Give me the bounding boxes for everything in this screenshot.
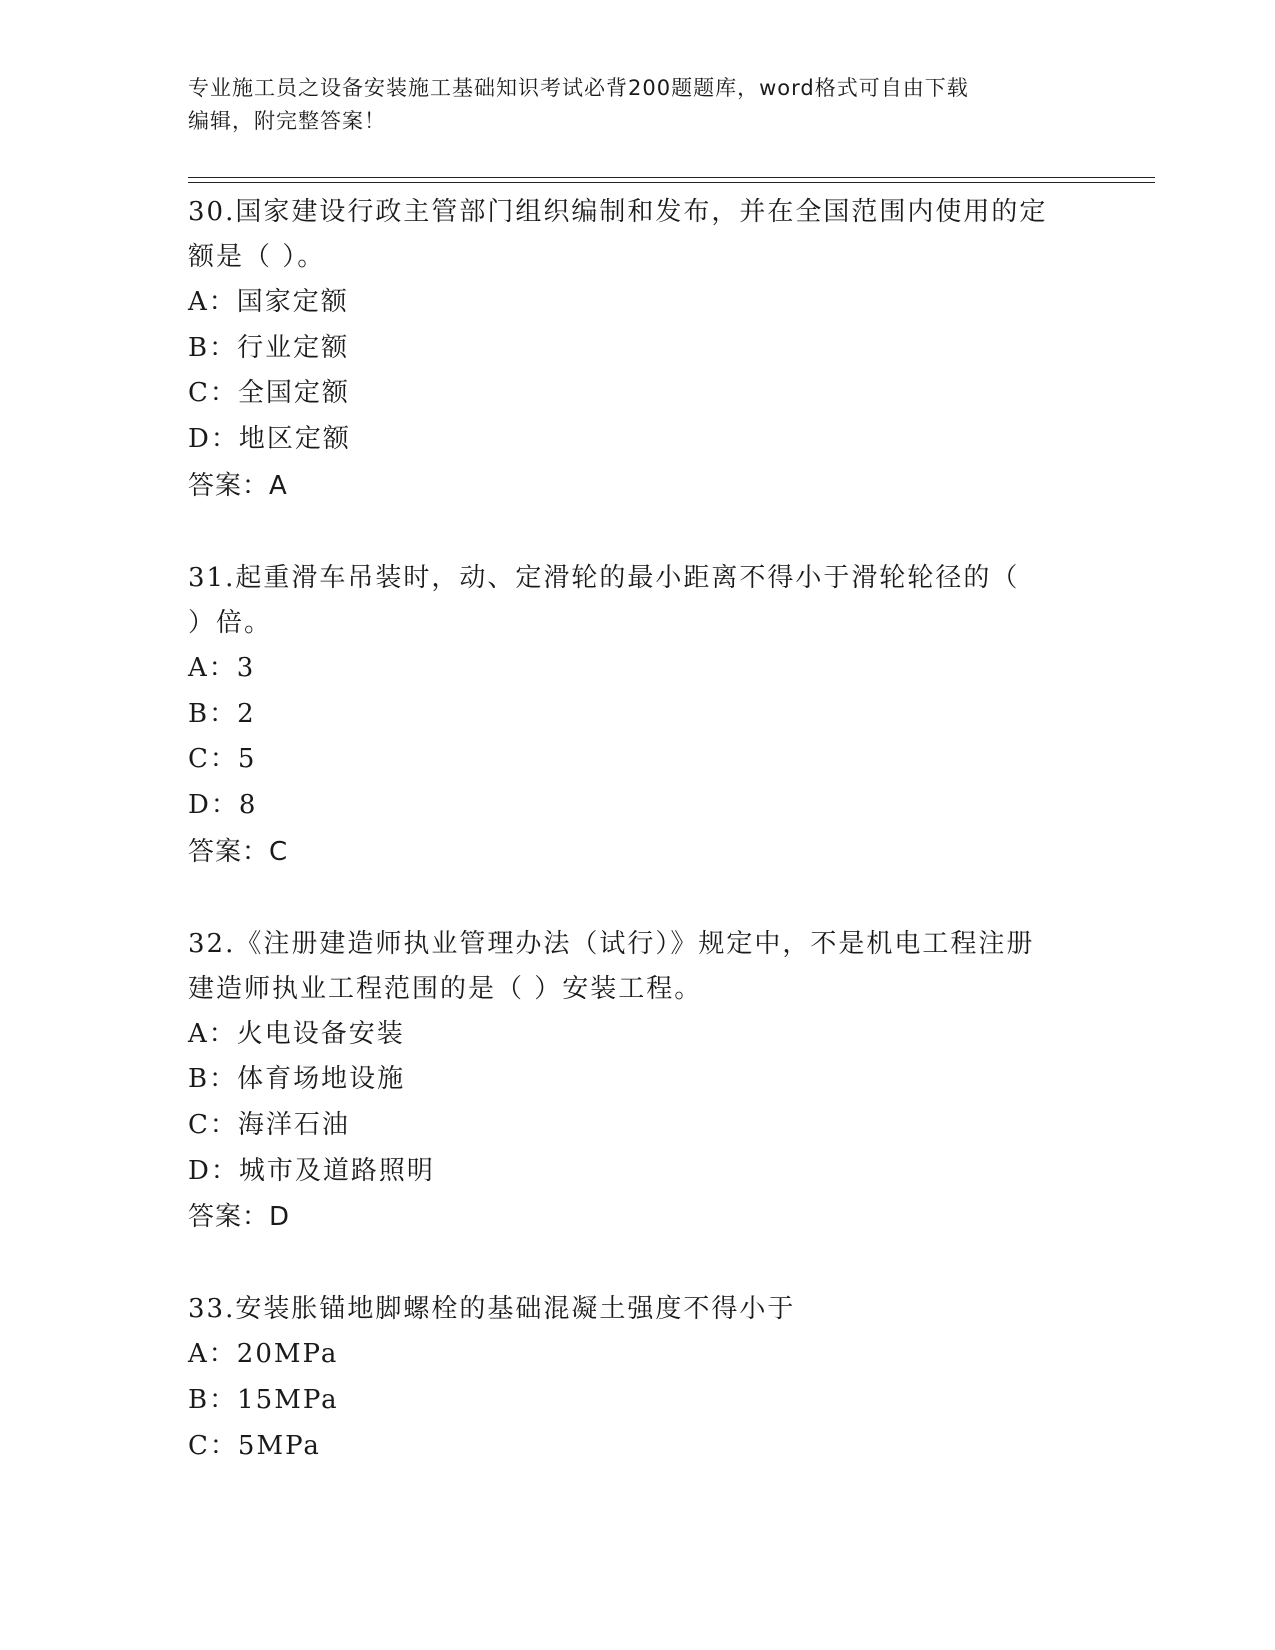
question-stem-line: 31.起重滑车吊装时，动、定滑轮的最小距离不得小于滑轮轮径的（ — [188, 562, 1020, 593]
option-key: C： — [188, 1110, 238, 1141]
option-key: A： — [188, 652, 237, 683]
option-key: B： — [188, 698, 238, 729]
answer-label: 答案： — [188, 470, 270, 501]
option-key: A： — [188, 287, 237, 317]
option-key: B： — [188, 1385, 238, 1416]
option-key: A： — [188, 1339, 237, 1370]
option-d — [188, 1149, 1088, 1195]
option-d — [188, 417, 1088, 463]
option-key: B： — [188, 332, 238, 363]
question-stem-line: 额是（ ）。 — [188, 242, 326, 272]
option-text: 5 — [237, 744, 257, 775]
option-a — [188, 1332, 1088, 1378]
option-c — [188, 1103, 1088, 1149]
answer-line — [188, 463, 1088, 509]
header-divider-top — [188, 177, 1155, 178]
answer-value: D — [269, 1202, 291, 1233]
option-c — [188, 737, 1088, 783]
option-text: 5MPa — [237, 1430, 321, 1461]
option-text: 全国定额 — [237, 378, 350, 409]
answer-line — [188, 829, 1088, 875]
option-d — [188, 783, 1088, 829]
option-text: 3 — [236, 652, 256, 683]
option-key: A： — [188, 1018, 237, 1049]
answer-label: 答案： — [188, 836, 270, 867]
option-a — [188, 280, 1088, 326]
question-stem-line: 30.国家建设行政主管部门组织编制和发布，并在全国范围内使用的定 — [188, 197, 1048, 227]
header-line-1: 专业施工员之设备安装施工基础知识考试必背200题题库，word格式可自由下载 — [188, 76, 969, 100]
question-stem-line: ）倍。 — [188, 607, 273, 638]
document-header — [188, 72, 1088, 138]
option-text: 2 — [237, 698, 256, 729]
option-key: D： — [188, 789, 239, 820]
question-stem — [188, 188, 1088, 280]
option-text: 15MPa — [237, 1385, 339, 1416]
question-stem — [188, 1285, 1088, 1332]
option-a — [188, 646, 1088, 692]
question-stem — [188, 554, 1088, 646]
option-text: 国家定额 — [236, 287, 349, 317]
option-text: 行业定额 — [237, 332, 350, 363]
header-divider-bottom — [188, 182, 1155, 183]
option-c — [188, 1424, 1088, 1470]
option-b — [188, 1057, 1088, 1103]
option-text: 火电设备安装 — [236, 1018, 405, 1049]
answer-label: 答案： — [188, 1202, 270, 1233]
option-key: D： — [188, 424, 239, 455]
question-33 — [188, 1285, 1088, 1469]
option-c — [188, 371, 1088, 417]
header-line-2: 编辑，附完整答案！ — [188, 109, 386, 133]
option-text: 体育场地设施 — [237, 1064, 406, 1095]
option-key: B： — [188, 1064, 238, 1095]
question-32 — [188, 920, 1088, 1241]
question-stem-line: 32.《注册建造师执业管理办法（试行）》规定中，不是机电工程注册 — [188, 928, 1035, 959]
question-list — [188, 188, 1088, 1470]
answer-value: A — [269, 470, 288, 501]
answer-value: C — [269, 836, 289, 867]
question-30 — [188, 188, 1088, 509]
option-b — [188, 326, 1088, 372]
option-key: C： — [188, 378, 238, 409]
option-key: D： — [188, 1155, 239, 1186]
question-stem — [188, 920, 1088, 1012]
answer-line — [188, 1194, 1088, 1240]
option-b — [188, 1378, 1088, 1424]
option-key: C： — [188, 1430, 238, 1461]
option-text: 城市及道路照明 — [238, 1155, 435, 1186]
option-text: 地区定额 — [238, 424, 351, 455]
question-stem-line: 建造师执业工程范围的是（ ）安装工程。 — [188, 973, 703, 1004]
option-text: 8 — [238, 789, 258, 820]
question-31 — [188, 554, 1088, 875]
option-text: 海洋石油 — [237, 1110, 350, 1141]
option-b — [188, 692, 1088, 738]
option-key: C： — [188, 744, 238, 775]
option-a — [188, 1012, 1088, 1058]
option-text: 20MPa — [236, 1339, 339, 1370]
question-stem-line: 33.安装胀锚地脚螺栓的基础混凝土强度不得小于 — [188, 1294, 796, 1325]
